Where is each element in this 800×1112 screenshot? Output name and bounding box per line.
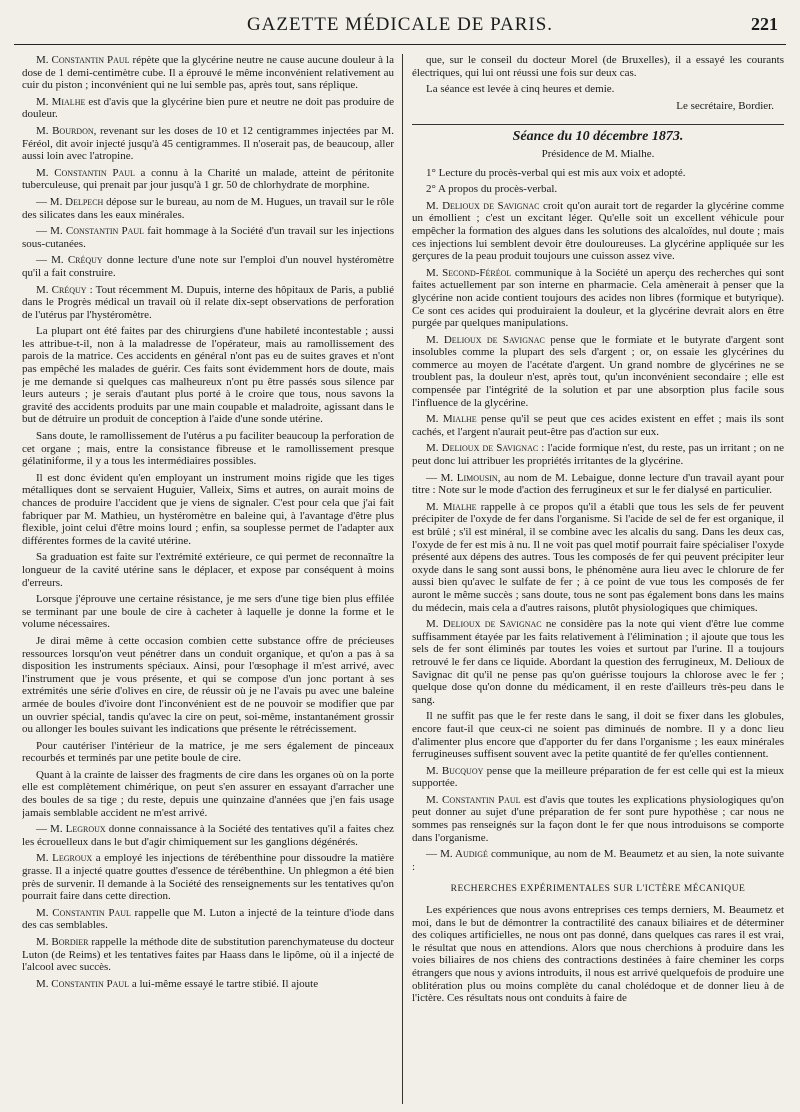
- speaker-name: — M. Legroux: [36, 823, 106, 836]
- speaker-name: M. Bucquoy: [426, 764, 484, 777]
- paragraph: [22, 430, 394, 468]
- paragraph: [412, 200, 784, 263]
- paragraph-text: que, sur le conseil du docteur Morel (de Bruxelles), il a essayé les courants électriques, qui lui ont réussi une fois sur deux cas.: [412, 54, 784, 79]
- paragraph: [412, 334, 784, 410]
- paragraph: [22, 472, 394, 548]
- paragraph-text: croit qu'on aurait tort de regarder la glycérine comme un émollient ; c'est un excitant léger. Qu'elle soit un excellent véhicule pour empêcher la formation des algues dans les solutions des alcaloïdes, nul doute ; mais ces injections lui semblent devoir être douloureuses. La glycérine appliquée sur les gerçures de la peau produit toujours une cuisson assez vive.: [412, 199, 784, 263]
- paragraph: [22, 823, 394, 848]
- paragraph: [412, 167, 784, 180]
- presidence: Présidence de M. Mialhe.: [541, 147, 655, 160]
- paragraph: [412, 472, 784, 497]
- page-header: [14, 8, 786, 45]
- paragraph-text: Sa graduation est faite sur l'extrémité extérieure, ce qui permet de reconnaître la longueur de la cavité utérine sans le déplacer, et expose par conséquent à moins d'erreurs.: [22, 551, 394, 589]
- paragraph-text: communique à la Société un aperçu des recherches qui sont faites actuellement par son interne en pharmacie. Cela amènerait à penser que la glycérine non acide contient toujours des acides non libres (formique et butyrique). Ce sont ces acides qui produiraient la douleur, et la glycérine devrait alors en être purgée par quelques manipulations.: [412, 266, 784, 330]
- left-column: [22, 54, 394, 1106]
- speaker-name: M. Constantin Paul: [426, 793, 521, 806]
- paragraph: [22, 54, 394, 92]
- paragraph-text: donne lecture d'une note sur l'emploi d'un nouvel hystéromètre qu'il a fait construire.: [22, 254, 394, 279]
- paragraph-text: a connu à la Charité un malade, atteint de péritonite tuberculeuse, qui prenait par jour jusqu'à 1 gr. 50 de chlorhydrate de morphine.: [22, 166, 394, 192]
- paragraph-text: a lui-même essayé le tartre stibié. Il ajoute: [129, 977, 319, 990]
- paragraph: [412, 904, 784, 1005]
- speaker-name: M. Delioux de Savignac: [426, 618, 542, 631]
- speaker-name: M. Mialhe: [426, 413, 477, 426]
- speaker-name: M. Constantin Paul: [36, 906, 131, 919]
- paragraph-text: Lorsque j'éprouve une certaine résistance, je me sers d'une tige bien plus effilée se terminant par une boule de cire à cacheter à laquelle je donne la forme et le volume nécessaires.: [22, 593, 394, 631]
- speaker-name: M. Bordier: [36, 936, 89, 948]
- paragraph-text: 1° Lecture du procès-verbal qui est mis aux voix et adopté.: [426, 166, 686, 179]
- paragraph-text: donne connaissance à la Société des tentatives qu'il a faites chez les écrouelleux dans le but d'agir chimiquement sur les ganglions dégénérés.: [22, 823, 394, 848]
- paragraph: [412, 267, 784, 330]
- paragraph: [22, 96, 394, 121]
- paragraph: [22, 852, 394, 902]
- paragraph-text: Les expériences que nous avons entreprises ces temps derniers, M. Beaumetz et moi, dans le but de démontrer la contractilité des canaux biliaires et de déterminer des coliques artificielles, ne nous ont pas donné, dans quelques cas rares il est vrai, le résultat que nous en attendions. Alors que nous cherchions à produire dans les voies biliaires de nos chiens des contractions destinées à faire cheminer les corps étrangers que nous y avions introduits, il nous est arrivé quelquefois de produire une oblitération plus ou moins complète du canal cholédoque et de donner lieu à de l'ictère. Ces résultats nous ont conduits à faire de: [412, 904, 784, 1005]
- paragraph: [22, 196, 394, 221]
- seance-title: Séance du 10 décembre 1873.: [412, 124, 784, 144]
- speaker-name: M. Constantin Paul: [36, 977, 130, 990]
- right-top-text: [412, 54, 784, 96]
- speaker-name: M. Delioux de Savignac: [426, 199, 540, 212]
- paragraph: [412, 765, 784, 790]
- speaker-name: M. Bourdon: [36, 124, 94, 137]
- paragraph: [22, 769, 394, 819]
- speaker-name: M. Constantin Paul: [36, 166, 135, 179]
- speaker-name: — M. Constantin Paul: [36, 225, 145, 238]
- speaker-name: M. Second-Féréol: [426, 266, 512, 279]
- paragraph-text: est d'avis que toutes les explications physiologiques qu'on peut donner au sujet d'une préparation de fer sont pure hypothèse ; car nous ne sommes pas renseignés sur la façon dont le fer que nous introduisons se comporte dans l'organisme.: [412, 793, 784, 844]
- speaker-name: — M. Delpech: [36, 195, 104, 208]
- paragraph: [412, 442, 784, 467]
- paragraph: [412, 501, 784, 614]
- paragraph: [412, 794, 784, 844]
- paragraph-text: 2° A propos du procès-verbal.: [426, 183, 558, 196]
- journal-title: GAZETTE MÉDICALE DE PARIS.: [246, 14, 554, 35]
- paragraph: [22, 740, 394, 765]
- paragraph: [412, 54, 784, 79]
- paragraph-text: fait hommage à la Société d'un travail sur les injections sous-cutanées.: [22, 225, 394, 250]
- paragraph: [22, 593, 394, 631]
- speaker-name: — M. Audigé: [426, 848, 488, 861]
- speaker-name: M. Delioux de Savignac: [426, 333, 545, 346]
- paragraph-text: répète que la glycérine neutre ne cause aucune douleur à la dose de 1 demi-centimètre cube. Il a éprouvé le même inconvénient relativement au cuir du piston ; inconvénient qui ne lui semble pas, après tout, sans réplique.: [22, 54, 394, 92]
- speaker-name: M. Créquy: [36, 283, 87, 296]
- paragraph: [22, 125, 394, 163]
- paragraph-text: : l'acide formique n'est, du reste, pas un irritant ; on ne peut donc lui attribuer les propriétés irritantes de la glycérine.: [412, 442, 784, 468]
- paragraph-text: rappelle que M. Luton a injecté de la teinture d'iode dans des cas semblables.: [22, 906, 394, 932]
- paragraph-text: pense que le formiate et le butyrate d'argent sont insolubles comme la plupart des sels d'argent ; or, on essaie les glycérines du commerce au moyen de l'acétate d'argent. Un grand nombre de glycérines ne se troublent pas, la douleur n'est, après tout, qu'un inconvénient secondaire ; elle est compensée par l'intégrité de la solution et par une absorption plus facile sous l'influence de la glycérine.: [412, 333, 784, 409]
- right-bottom-text: [412, 904, 784, 1005]
- paragraph-text: Il ne suffit pas que le fer reste dans le sang, il doit se fixer dans les globules, encore faut-il que ceux-ci ne soient pas diminués de nombre. Il y a donc lieu d'alimenter plus encore que d'apporter du fer dans l'organisme ; les eaux minérales ferrugineuses suffisent souvent avec la petite quantité de fer qu'elles contiennent.: [412, 710, 784, 761]
- paragraph: [22, 936, 394, 974]
- paragraph: [22, 167, 394, 192]
- paragraph: [412, 83, 784, 96]
- speaker-name: M. Legroux: [36, 852, 93, 865]
- paragraph-text: La séance est levée à cinq heures et demie.: [426, 83, 615, 96]
- paragraph-text: , revenant sur les doses de 10 et 12 centigrammes injectées par M. Féréol, dit avoir injecté jusqu'à 45 centigrammes. Il n'oserait pas, de beaucoup, aller aussi loin avec l'atropine.: [22, 124, 394, 163]
- paragraph-text: Il est donc évident qu'en employant un instrument moins rigide que les tiges métalliques dont se servaient Huguier, Valleix, Sims et autres, on aurait moins de chances de produire l'accident que je viens de signaler. C'est pour cela que j'ai fait fabriquer par M. Mathieu, un hystéromètre en baleine qui, à l'avantage d'être plus flexible, joint celui d'être moins lourd ; enfin, sa souplesse permet de l'adapter aux différentes formes de la cavité utérine.: [22, 471, 394, 547]
- speaker-name: M. Delioux de Savignac: [426, 442, 539, 455]
- speaker-name: M. Mialhe: [426, 500, 477, 513]
- paragraph: [412, 848, 784, 873]
- paragraph: [22, 978, 394, 991]
- right-column: [412, 54, 784, 1106]
- paragraph-text: pense qu'il se peut que ces acides existent en effet ; mais ils sont cachés, et l'argent n'aurait peut-être pas d'action sur eux.: [412, 413, 784, 438]
- paragraph-text: Pour cautériser l'intérieur de la matrice, je me sers également de pinceaux recourbés et terminés par une petite boule de cire.: [22, 739, 394, 765]
- paragraph: [22, 907, 394, 932]
- secretary-signature: Le secrétaire, Bordier.: [676, 99, 774, 112]
- paragraph-text: ne considère pas la note qui vient d'être lue comme suffisamment étayée par les faits relativement à l'élimination ; il ajoute que tous les sels de fer sont éliminés par toutes les voies et surtout par l'urine. Il a toujours retrouvé le fer dans ce liquide. Abordant la question des ferrugineux, M. Delioux de Savignac dit qu'il ne pense pas qu'on guérisse toujours la chlorose avec le fer ; quelque dose qu'on donne du médicament, il en reste d'ailleurs très-peu dans le sang.: [412, 618, 784, 706]
- paragraph-text: , au nom de M. Lebaigue, donne lecture d'un travail ayant pour titre : Note sur le mode d'action des ferrugineux et sur le fer dialysé en particulier.: [412, 471, 784, 497]
- paragraph: [412, 710, 784, 760]
- paragraph-text: Sans doute, le ramollissement de l'utérus a pu faciliter beaucoup la perforation de cet organe ; mais, entre la consistance fibreuse et le ramollissement presque gélatiniforme, il y a tous les intermédiaires possibles.: [22, 430, 394, 468]
- speaker-name: M. Constantin Paul: [36, 54, 130, 66]
- speaker-name: — M. Limousin: [426, 471, 498, 484]
- paragraph: [412, 618, 784, 706]
- paragraph: [22, 254, 394, 279]
- paragraph-text: rappelle à ce propos qu'il a établi que tous les sels de fer peuvent précipiter de l'oxyde de fer dans l'organisme. Si l'acide de sel de fer est organique, il est brûlé ; s'il est minéral, il se combine avec les alcalis du sang. Dans les deux cas, l'oxyde de fer est mis à nu. Il ne voit pas quel motif pourrait faire spécialiser l'oxyde présenté aux dépens des autres. Tous les composés de fer qui peuvent précipiter leur oxyde dans le sang sont aussi bons, le phénomène aura lieu avec le chlorure de fer aussi bien qu'avec le sulfate de fer ; à ce point de vue tous les composés de fer auront le même succès ; sans doute, tous ne sont pas également bons dans les mains du médecin, mais cela a d'autres raisons, plutôt physiologiques que chimiques.: [412, 500, 784, 614]
- paragraph-text: pense que la meilleure préparation de fer est celle qui est la mieux supportée.: [412, 764, 784, 790]
- paragraph-text: est d'avis que la glycérine bien pure et neutre ne doit pas produire de douleur.: [22, 95, 394, 121]
- speaker-name: M. Mialhe: [36, 95, 86, 108]
- paragraph: [412, 183, 784, 196]
- paragraph: [22, 635, 394, 736]
- paragraph: [22, 225, 394, 250]
- section-title: RECHERCHES EXPÉRIMENTALES SUR L'ICTÈRE MÉCANIQUE: [450, 884, 746, 895]
- paragraph-text: Je dirai même à cette occasion combien cette substance offre de précieuses ressources lorsqu'on veut pénétrer dans un conduit organique, et qu'on a pas à sa disposition les instruments spéciaux. Ainsi, pour l'œsophage il m'est arrivé, avec l'instrument que je vous présente, et qui se compose d'un jonc portant à ses extrémités une série d'olives en cire, de réussir où je ne l'avais pu avec une baleine armée de boules d'ivoire dont l'inconvénient est de ne pouvoir se modifier que par un ouvrier spécial, tandis qu'avec la cire on peut, soi-même, instantanément grossir ou allonger les boules suivant les indications que présente le rétrécissement.: [22, 634, 394, 736]
- paragraph-text: Quant à la crainte de laisser des fragments de cire dans les organes où on la porte elle est complètement chimérique, on peut s'en assurer en essayant d'arracher une des boules de sa tige ; du reste, depuis une quinzaine d'années que j'en fais usage jamais semblable accident ne m'est arrivé.: [22, 768, 394, 819]
- paragraph-text: communique, au nom de M. Beaumetz et au sien, la note suivante :: [412, 848, 784, 873]
- right-main-text: [412, 167, 784, 874]
- paragraph: [22, 284, 394, 322]
- paragraph: [22, 325, 394, 426]
- paragraph-text: a employé les injections de térébenthine pour dissoudre la matière grasse. Il a injecté quatre gouttes d'essence de térébenthine. Un phlegmon a été bien près de survenir. Il demande à la Société des renseignements sur les tentatives qu'on pourrait faire dans cette direction.: [22, 852, 394, 903]
- paragraph-text: : Tout récemment M. Dupuis, interne des hôpitaux de Paris, a publié dans le Progrès médical un travail où il relate dix-sept observations de perforation de l'utérus par l'hystéromètre.: [22, 283, 394, 321]
- paragraph-text: dépose sur le bureau, au nom de M. Hugues, un travail sur le rôle des silicates dans les eaux minérales.: [22, 195, 394, 221]
- paragraph-text: rappelle la méthode dite de substitution parenchymateuse du docteur Luton (de Reims) et les tentatives faites par Haass dans le lipôme, où il a injecté de l'alcool avec succès.: [22, 936, 394, 974]
- paragraph-text: La plupart ont été faites par des chirurgiens d'une habileté incontestable ; aussi les attribue-t-il, non à la maladresse de l'opérateur, mais au ramollissement des parois de la matrice. Ces accidents en général n'ont pas eu de suites graves et n'ont pas empêché les malades de guérir. Ces faits sont évidemment hors de doute, mais je me demande si quelques cas malheureux n'ont pu être passés sous silence par leurs auteurs ; je serais d'autant plus porté à le croire que tous, nous savons la gravité des accidents produits par une main coupable et maladroite, agissant dans le but de détruire un produit de conception à l'aide d'une sonde utérine.: [22, 325, 394, 426]
- page-number: 221: [751, 14, 778, 34]
- paragraph: [22, 551, 394, 589]
- column-divider: [402, 54, 403, 1104]
- paragraph: [412, 413, 784, 438]
- speaker-name: — M. Créquy: [36, 254, 103, 267]
